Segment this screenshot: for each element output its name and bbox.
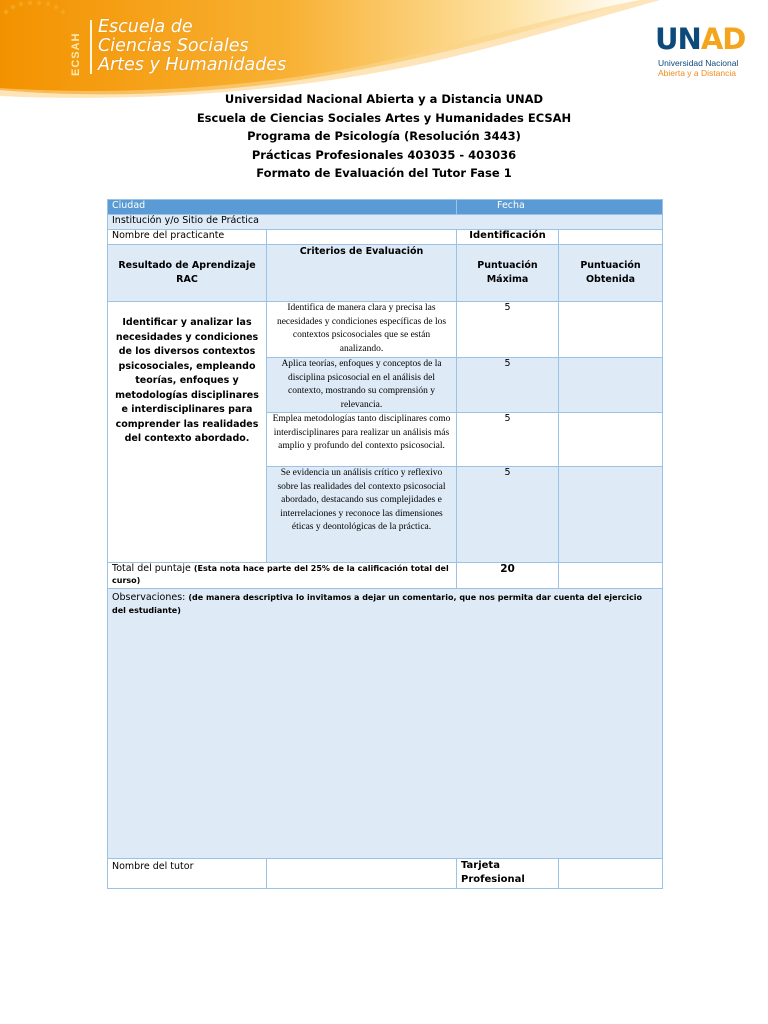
criterion-text: Se evidencia un análisis crítico y reflexivo sobre las realidades del contexto psicosocial abordado, destacando sus complejidades e interrelaciones y reconoce las dimensiones éticas y deontológicas de la práctica. xyxy=(267,467,457,563)
unad-logo-ad: AD xyxy=(700,22,746,56)
unad-logo-dots-icon xyxy=(0,0,70,16)
criterion-max-score: 5 xyxy=(457,358,559,413)
column-header-row xyxy=(108,245,663,302)
fecha-label: Fecha xyxy=(457,200,663,215)
observaciones-row xyxy=(108,589,663,859)
identificacion-label: Identificación xyxy=(457,230,559,245)
header-banner xyxy=(0,0,768,100)
unad-logo xyxy=(655,22,745,56)
evaluation-table xyxy=(107,199,663,889)
total-obtained-field[interactable] xyxy=(559,563,663,589)
observaciones-cell[interactable] xyxy=(108,589,663,859)
criterion-text: Aplica teorías, enfoques y conceptos de la disciplina psicosocial en el análisis del contexto, mostrando su comprensión y relevancia. xyxy=(267,358,457,413)
rac-text: Identificar y analizar las necesidades y condiciones de los diversos contextos psicosociales, empleando teorías, enfoques y metodologías disciplinares e interdisciplinares para comprender las realidades del contexto abordado. xyxy=(108,302,267,563)
unad-logo-un: UN xyxy=(655,22,701,56)
criterion-row-1 xyxy=(108,302,663,358)
document-heading xyxy=(0,90,768,183)
unad-name-line-2: Abierta y a Distancia xyxy=(658,68,736,78)
heading-line-4: Prácticas Profesionales 403035 - 403036 xyxy=(251,147,517,162)
ciudad-row xyxy=(108,200,663,215)
logo-divider xyxy=(90,20,92,74)
observaciones-note: (de manera descriptiva lo invitamos a dejar un comentario, que nos permita dar cuenta del ejercicio del estudiante) xyxy=(112,593,642,615)
tutor-label: Nombre del tutor xyxy=(108,859,267,889)
criterion-obtained-score-field[interactable] xyxy=(559,467,663,563)
tarjeta-label: Tarjeta Profesional xyxy=(457,859,559,889)
criterion-text: Identifica de manera clara y precisa las necesidades y condiciones específicas de los contextos psicosociales que se están analizando. xyxy=(267,302,457,358)
criterion-obtained-score-field[interactable] xyxy=(559,358,663,413)
tutor-value-field[interactable] xyxy=(267,859,457,889)
criterion-obtained-score-field[interactable] xyxy=(559,413,663,467)
puntuacion-maxima-header: Puntuación Máxima xyxy=(457,245,559,302)
unad-name-line-1: Universidad Nacional xyxy=(658,58,739,68)
heading-line-2: Escuela de Ciencias Sociales Artes y Humanidades ECSAH xyxy=(196,110,572,125)
tutor-row xyxy=(108,859,663,889)
identificacion-value-field[interactable] xyxy=(559,230,663,245)
resultado-header: Resultado de Aprendizaje RAC xyxy=(108,245,267,302)
tarjeta-value-field[interactable] xyxy=(559,859,663,889)
institucion-row xyxy=(108,215,663,230)
criterion-max-score: 5 xyxy=(457,302,559,358)
criterion-obtained-score-field[interactable] xyxy=(559,302,663,358)
total-label-cell xyxy=(108,563,457,589)
criterios-header: Criterios de Evaluación xyxy=(267,245,457,302)
observaciones-label: Observaciones: xyxy=(112,592,186,603)
institucion-label: Institución y/o Sitio de Práctica xyxy=(108,215,663,230)
practicante-label: Nombre del practicante xyxy=(108,230,267,245)
ecsah-line-1: Escuela de xyxy=(98,17,193,37)
ciudad-label: Ciudad xyxy=(108,200,457,215)
ecsah-line-3: Artes y Humanidades xyxy=(98,55,287,75)
total-value: 20 xyxy=(457,563,559,589)
practicante-row xyxy=(108,230,663,245)
criterion-text: Emplea metodologías tanto disciplinares como interdisciplinares para realizar un análisis más amplio y profundo del contexto psicosocial. xyxy=(267,413,457,467)
criterion-max-score: 5 xyxy=(457,413,559,467)
total-note: (Esta nota hace parte del 25% de la calificación total del curso) xyxy=(112,564,449,585)
criterion-max-score: 5 xyxy=(457,467,559,563)
practicante-value-field[interactable] xyxy=(267,230,457,245)
heading-line-3: Programa de Psicología (Resolución 3443) xyxy=(247,129,521,143)
heading-line-5: Formato de Evaluación del Tutor Fase 1 xyxy=(256,166,512,180)
total-label: Total del puntaje xyxy=(112,563,191,574)
heading-line-1: Universidad Nacional Abierta y a Distancia UNAD xyxy=(224,92,544,106)
puntuacion-obtenida-header: Puntuación Obtenida xyxy=(559,245,663,302)
total-row xyxy=(108,563,663,589)
ecsah-line-2: Ciencias Sociales xyxy=(98,36,249,56)
ecsah-vertical-logo: ECSAH xyxy=(70,32,82,76)
